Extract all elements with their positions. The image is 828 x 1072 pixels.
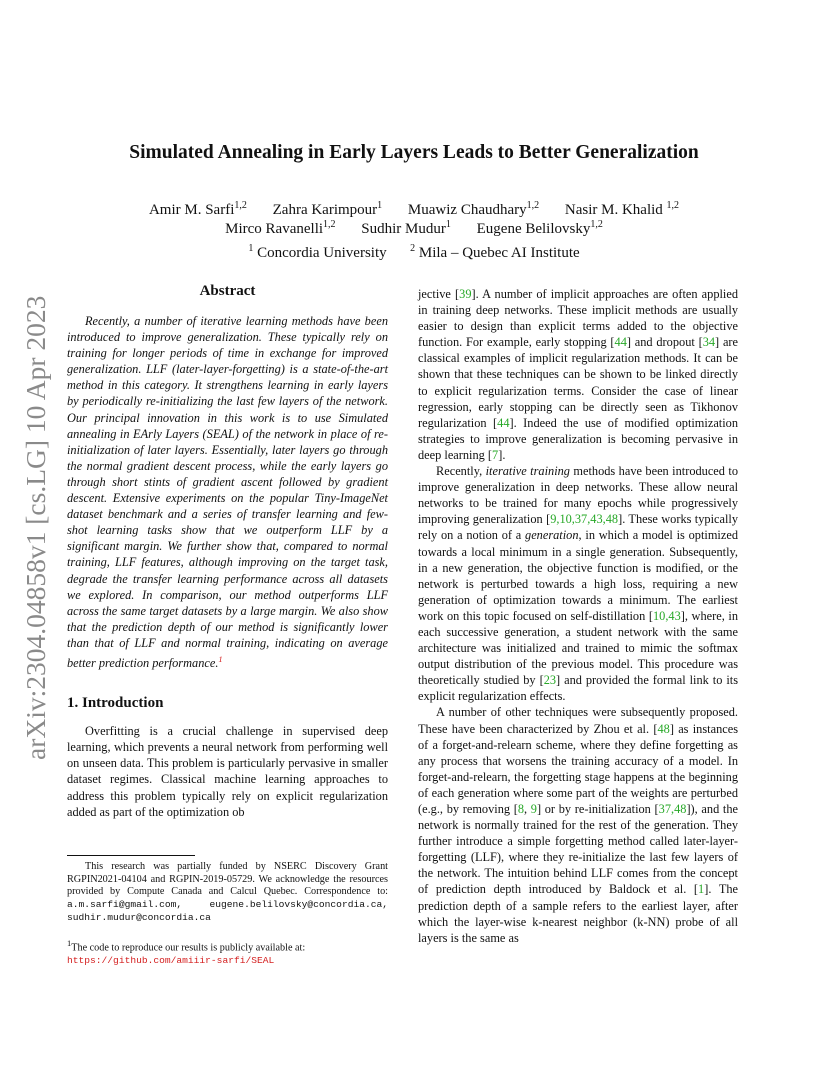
code-footnote: $^1$The code to reproduce our results is publicly available at: https://github.com/amiiir-sarfi/SEAL <box>67 938 306 967</box>
author: Mirco Ravanelli$^{1,2}$ <box>225 219 336 237</box>
correspondence-emails[interactable]: a.m.sarfi@gmail.com, eugene.belilovsky@concordia.ca, sudhir.mudur@concordia.ca <box>67 899 388 923</box>
body-paragraph: A number of other techniques were subsequently proposed. These have been characterized by Zhou et al. [48] as instances of a forget-and-relearn scheme, where they define forgetting as any process that worsens the training accuracy of a model. In forget-and-relearn, the forgetting stage happens at the beginning of each generation where some part of the weights are perturbed (e.g., by removing [8, 9] or by re-initialization [37,48]), and the network is normally trained for the rest of the generation. They further introduce a simple forgetting method called later-layer-forgetting (LLF), where they re-initialize the last few layers of the network. The intuition behind LLF comes from the concept of prediction depth introduced by Baldock et al. [1]. The prediction depth of a sample refers to the earliest layer, after which the layer-wise k-nearest neighbor (k-NN) probe of all layers is the same as <box>418 705 739 945</box>
paper-title: Simulated Annealing in Early Layers Leads to Better Generalization <box>129 142 699 163</box>
body-paragraph: jective [39]. A number of implicit approaches are often applied in training deep networks. These implicit methods are usually easier to design than explicit terms added to the objective function. For example, early stopping [44] and dropout [34] are classical examples of implicit regularization methods. It can be shown that these techniques can be shown to be linked directly to explicit regularization terms. Consider the case of linear regression, early stopping can be directly seen as Tikhonov regularization [44]. Indeed the use of modified optimization strategies to improve generalization is becoming pervasive in deep learning [7]. <box>418 287 739 462</box>
intro-paragraph: Overfitting is a crucial challenge in supervised deep learning, which prevents a neural network from performing well on unseen data. This problem is particularly pervasive in smaller dataset regimes. Classical machine learning approaches to address this problem typically rely on explicit regularization added as part of the optimization ob <box>67 724 388 819</box>
citation-link[interactable]: 44 <box>614 335 627 350</box>
abstract-text: Recently, a number of iterative learning methods have been introduced to improve generalization. These typically rely on training for longer periods of time in exchange for improved generalization. LLF (later-layer-forgetting) is a state-of-the-art method in this category. It strengthens learning in early layers by periodically re-initializing the last few layers of the network. Our principal innovation in this work is to use Simulated annealing in EArly Layers (SEAL) of the network in place of re-initialization of later layers. Essentially, later layers go through the normal gradient descent process, while the early layers go through short stints of gradient ascent followed by gradient descent. Extensive experiments on the popular Tiny-ImageNet dataset benchmark and a series of transfer learning and few-shot learning tasks show that we outperform LLF by a significant margin. We further show that, compared to normal training, LLF features, although improving on the target task, degrade the transfer learning performance across all datasets we explored. In comparison, our method outperforms LLF across the same target datasets by a large margin. We also show that the prediction depth of our method is significantly lower than that of LLF and normal training, indicating on average better prediction performance.$^1$ <box>67 314 388 671</box>
code-url-link[interactable]: https://github.com/amiiir-sarfi/SEAL <box>67 955 275 967</box>
citation-link[interactable]: 9,10,37,43,48 <box>550 512 619 527</box>
citation-link[interactable]: 44 <box>497 415 510 430</box>
arxiv-identifier: arXiv:2304.04858v1 [cs.LG] 10 Apr 2023 <box>20 295 51 760</box>
author: Zahra Karimpour$^1$ <box>272 200 383 218</box>
author-list-row-2 <box>0 219 828 238</box>
citation-link[interactable]: 9 <box>530 802 537 816</box>
citation-link[interactable]: 34 <box>702 335 716 350</box>
author: Nasir M. Khalid $^{1,2}$ <box>564 200 680 218</box>
right-column <box>418 286 738 946</box>
funding-footnote: This research was partially funded by NSERC Discovery Grant RGPIN2021-04104 and RGPIN-2019-05729. We acknowledge the resources provided by Compute Canada and Calcul Quebec. Correspondence to: a.m.sarfi@gmail.com, eugene.belilovsky@concordia.ca, sudhir.mudur@concordia.ca <box>67 861 388 923</box>
abstract-heading: Abstract <box>199 283 256 299</box>
citation-link[interactable]: 7 <box>492 447 499 462</box>
author-list-row-1 <box>0 200 828 219</box>
citation-link[interactable]: 10,43 <box>652 608 681 623</box>
citation-link[interactable]: 23 <box>543 673 557 688</box>
citation-link[interactable]: 48 <box>657 721 670 736</box>
author: Amir M. Sarfi$^{1,2}$ <box>148 200 247 218</box>
affiliation: Mila – Quebec AI Institute <box>418 245 580 261</box>
author: Muawiz Chaudhary$^{1,2}$ <box>407 200 540 218</box>
author: Sudhir Mudur$^1$ <box>361 219 451 237</box>
author: Eugene Belilovsky$^{1,2}$ <box>476 219 603 237</box>
left-column <box>67 283 388 820</box>
citation-link[interactable]: 37,48 <box>658 802 687 816</box>
footnote-marker[interactable]: 1 <box>218 653 223 664</box>
body-paragraph: Recently, iterative training methods have been introduced to improve generalization in deep networks. These allow neural networks to be trained for many epochs while progressively improving generalization [9,10,37,43,48]. These works typically rely on a notion of a generation, in which a model is optimized towards a local minimum in a single generation. Subsequently, in a new generation, the objective function is modified, or the network is perturbed towards a high loss, requiring a new generation of optimization towards a minimum. The earliest work on this topic focused on self-distillation [10,43], where, in each successive generation, a student network with the same architecture was initialized and trained to mimic the softmax output distribution of the previous model. This procedure was theoretically studied by [23] and provided the formal link to its explicit regularization effects. <box>418 464 739 704</box>
affiliations: $^1$ Concordia University $^2$ Mila – Quebec AI Institute <box>248 243 580 261</box>
citation-link[interactable]: 8 <box>517 802 525 816</box>
section-heading-introduction: 1. Introduction <box>67 695 164 712</box>
footnote-divider <box>67 855 195 856</box>
citation-link[interactable]: 1 <box>698 882 705 897</box>
citation-link[interactable]: 39 <box>459 287 472 301</box>
affiliation: Concordia University <box>257 245 387 261</box>
